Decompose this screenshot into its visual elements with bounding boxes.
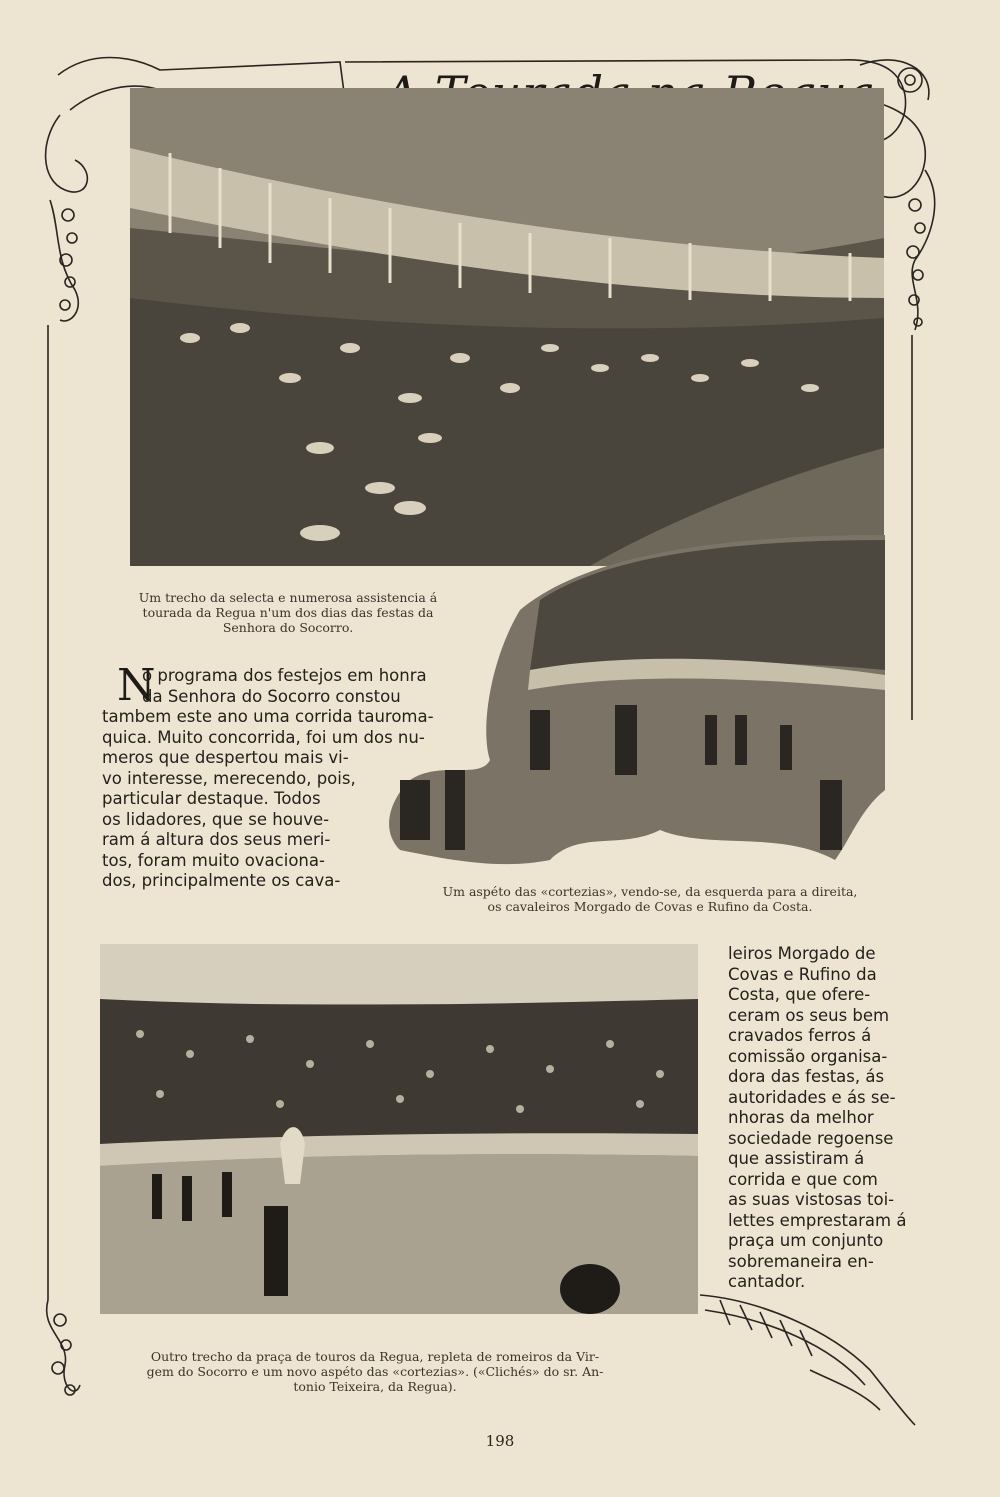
article-line: os lidadores, que se houve- [102, 809, 330, 829]
article-line: quica. Muito concorrida, foi um dos nu- [102, 727, 425, 747]
article-line: Costa, que ofere- [728, 985, 871, 1004]
article-line: tos, foram muito ovaciona- [102, 850, 325, 870]
photo-bullring [100, 944, 698, 1314]
article-line: cantador. [728, 1272, 806, 1291]
article-line: nhoras da melhor [728, 1108, 874, 1127]
article-line: Covas e Rufino da [728, 964, 877, 984]
caption-top-line: Um trecho da selecta e numerosa assistencia á [138, 590, 438, 605]
article-line: ram á altura dos seus meri- [102, 830, 331, 849]
article-line: tambem este ano uma corrida tauroma- [102, 707, 434, 726]
caption-middle-line: Um aspéto das «cortezias», vendo-se, da esquerda para a direita, [442, 884, 858, 899]
article-column-1 [102, 660, 442, 892]
caption-bottom-line: gem do Socorro e um novo aspéto das «cortezias». («Clichés» do sr. An- [146, 1364, 604, 1379]
article-line: ceram os seus bem [728, 1005, 890, 1025]
drop-cap: N [117, 660, 156, 711]
article-line: sobremaneira en- [728, 1251, 874, 1271]
caption-top-line: tourada da Regua n'um dos dias das festas da [142, 605, 434, 620]
article-line: leiros Morgado de [728, 944, 876, 963]
article-line: da Senhora do Socorro constou [142, 686, 401, 706]
caption-middle [380, 884, 920, 914]
caption-top-line: Senhora do Socorro. [222, 620, 354, 635]
article-line: dos, principalmente os cava- [102, 871, 341, 890]
article-line: cravados ferros á [728, 1026, 872, 1045]
article-line: comissão organisa- [728, 1046, 888, 1066]
caption-bottom-line: Outro trecho da praça de touros da Regua, repleta de romeiros da Vir- [150, 1349, 600, 1364]
photo-cortezias [380, 530, 885, 875]
article-line: autoridades e ás se- [728, 1087, 896, 1107]
caption-middle-line: os cavaleiros Morgado de Covas e Rufino da Costa. [487, 899, 813, 914]
article-line: corrida e que com [728, 1169, 878, 1189]
photo-crowd-stands [130, 88, 884, 566]
caption-bottom [95, 1349, 655, 1394]
article-line: meros que despertou mais vi- [102, 748, 349, 767]
caption-bottom-line: tonio Teixeira, da Regua). [293, 1379, 457, 1394]
article-line: que assistiram á [728, 1149, 865, 1168]
article-line: lettes emprestaram á [728, 1210, 907, 1230]
article-line: as suas vistosas toi- [728, 1190, 895, 1209]
article-line: dora das festas, ás [728, 1067, 885, 1086]
article-line: praça um conjunto [728, 1231, 884, 1250]
article-column-2 [728, 944, 908, 1293]
article-line: sociedade regoense [728, 1128, 894, 1148]
page-number: 198 [485, 1432, 515, 1450]
article-line: o programa dos festejos em honra [142, 666, 427, 685]
article-line: particular destaque. Todos [102, 789, 321, 808]
article-line: vo interesse, merecendo, pois, [102, 768, 356, 788]
